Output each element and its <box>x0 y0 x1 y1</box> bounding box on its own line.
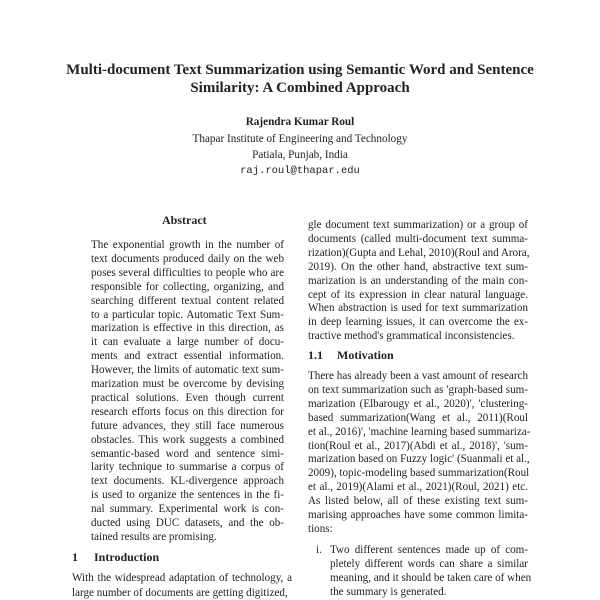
text-line: based summarization(Wang et al., 2011)(Roul <box>308 411 528 424</box>
text-line: obstacles. This work suggests a combined <box>91 433 284 446</box>
text-line: future advances, they still face numerous <box>91 419 284 432</box>
text-line: large number of documents are getting digitized, <box>72 586 288 599</box>
text-line: meaning, and it should be taken care of when <box>330 571 532 584</box>
text-line: et al., 2016)', 'machine learning based summariza- <box>308 425 531 438</box>
author-name: Rajendra Kumar Roul <box>245 116 355 128</box>
text-line: marization is effective in this direction, as <box>91 322 284 335</box>
text-line: cept of its expression in clear natural language. <box>308 288 528 301</box>
text-line: larity technique to summarise a corpus of <box>91 461 284 474</box>
section-title: Introduction <box>94 550 160 564</box>
text-line: marization must be overcome by devising <box>91 378 284 390</box>
text-line: et al., 2019)(Alami et al., 2021)(Roul, 2021) etc. <box>308 481 528 494</box>
text-line: in deep learning issues, it can overcome the ex- <box>308 316 528 329</box>
text-line: ments and extract essential information. <box>91 350 284 363</box>
text-line: marization based on Fuzzy logic' (Suanmali et al., <box>308 453 530 466</box>
text-line: semantic-based word and sentence simi- <box>91 447 284 460</box>
text-line: tained results are promising. <box>91 530 217 543</box>
introduction-heading <box>72 550 159 564</box>
text-line: research efforts focus on this direction for <box>91 405 284 418</box>
text-line: practical solutions. Even though current <box>91 391 284 404</box>
text-line: it can evaluate a large number of docu- <box>91 336 284 349</box>
text-line: ducted using DUC datasets, and the ob- <box>91 517 284 529</box>
text-line: nal summary. Experimental work is con- <box>91 503 284 516</box>
text-line: text documents produced daily on the web <box>91 252 284 265</box>
text-line: to a particular topic. Automatic Text Sum- <box>91 308 284 321</box>
text-line: poses several difficulties to people who are <box>91 266 284 279</box>
text-line: 2009), topic-modeling based summarization(Roul <box>308 467 530 480</box>
text-line: documents (called multi-document text summa- <box>308 232 528 245</box>
text-line: tractive method's grammatical inconsistencies. <box>308 330 515 343</box>
author-location: Patiala, Punjab, India <box>252 149 348 161</box>
abstract-heading: Abstract <box>162 213 207 227</box>
list-marker: i. <box>316 544 322 556</box>
text-line: pletely different words can share a similar <box>330 557 528 570</box>
text-line: With the widespread adaptation of technology, a <box>72 572 292 584</box>
text-line: the summary is generated. <box>330 585 447 598</box>
text-line: However, the limits of automatic text sum- <box>91 364 284 377</box>
text-line: When abstraction is used for text summarization <box>308 302 528 315</box>
text-line: responsible for collecting, organizing, and <box>91 280 284 293</box>
text-line: searching different textual content related <box>91 294 284 307</box>
text-line: gle document text summarization) or a group of <box>308 219 528 231</box>
text-line: tions: <box>308 522 333 535</box>
text-line: rization)(Gupta and Lehal, 2010)(Roul and Arora, <box>308 246 530 259</box>
text-line: on text summarization such as 'graph-based sum- <box>308 383 528 396</box>
text-line: tion(Roul et al., 2017)(Abdi et al., 2018)', 'sum- <box>308 439 528 452</box>
text-line: marization is an understanding of the main con- <box>308 274 528 287</box>
author-email: raj.roul@thapar.edu <box>240 165 360 177</box>
paper-title-line-2: Similarity: A Combined Approach <box>190 80 410 96</box>
text-line: marization (Elbarougy et al., 2020)', 'clustering- <box>308 397 528 410</box>
motivation-heading <box>308 348 394 362</box>
text-line: text documents. KL-divergence approach <box>91 475 284 488</box>
text-line: marising approaches have some common limita- <box>308 509 528 521</box>
text-line: Two different sentences made up of com- <box>330 544 528 556</box>
text-line: The exponential growth in the number of <box>91 239 284 251</box>
text-line: is used to organize the sentences in the fi- <box>91 489 284 502</box>
paper-title-line-1: Multi-document Text Summarization using Semantic Word and Sentence <box>66 62 534 78</box>
section-title: Motivation <box>337 348 394 362</box>
text-line: There has already been a vast amount of research <box>308 370 528 382</box>
text-line: As listed below, all of these existing text sum- <box>308 495 528 508</box>
author-affiliation: Thapar Institute of Engineering and Technology <box>192 133 408 145</box>
section-number: 1 <box>72 550 78 564</box>
section-number: 1.1 <box>308 348 323 362</box>
text-line: 2019). On the other hand, abstractive text sum- <box>308 260 528 273</box>
